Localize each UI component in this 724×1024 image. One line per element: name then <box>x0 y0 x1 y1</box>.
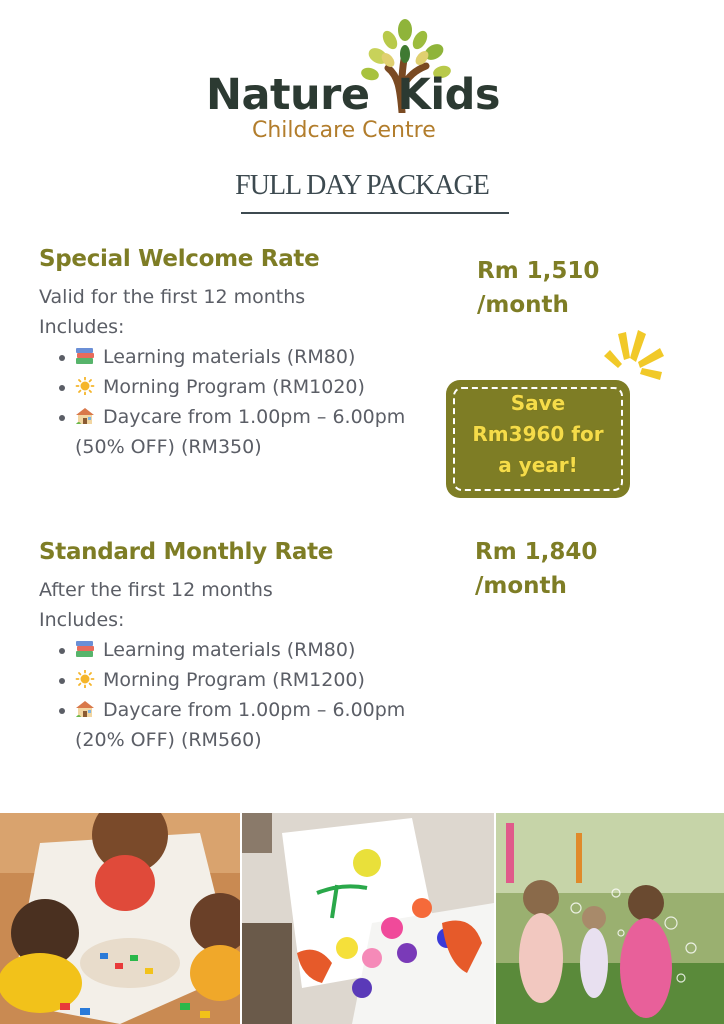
section-title: Standard Monthly Rate <box>39 539 334 565</box>
list-item <box>57 635 429 665</box>
logo-wordmark <box>206 70 500 120</box>
price-period: /month <box>475 573 567 599</box>
books-icon <box>75 347 95 365</box>
includes-label: Includes: <box>39 316 125 338</box>
list-item <box>57 665 429 695</box>
books-icon <box>75 640 95 658</box>
standard-rate-section <box>39 539 429 755</box>
special-rate-price <box>477 254 599 322</box>
price-amount: Rm 1,510 <box>477 258 600 284</box>
photo-hand-painting <box>242 813 494 1024</box>
item-text: Morning Program (RM1200) <box>103 669 365 691</box>
item-text: Learning materials (RM80) <box>103 346 356 368</box>
badge-line-3: a year! <box>498 453 578 477</box>
item-text: Daycare from 1.00pm – 6.00pm (20% OFF) (RM560) <box>75 699 406 751</box>
package-title: FULL DAY PACKAGE <box>235 170 489 201</box>
badge-text <box>446 388 630 481</box>
item-text: Learning materials (RM80) <box>103 639 356 661</box>
photo-kids-blowing-bubbles <box>496 813 724 1024</box>
section-title: Special Welcome Rate <box>39 246 320 272</box>
logo <box>200 18 520 148</box>
item-text: Daycare from 1.00pm – 6.00pm (50% OFF) (RM350) <box>75 406 406 458</box>
photo-kids-playing-blocks <box>0 813 240 1024</box>
sun-icon <box>75 670 95 688</box>
list-item <box>57 695 429 755</box>
title-divider <box>241 212 509 214</box>
item-text: Morning Program (RM1020) <box>103 376 365 398</box>
includes-list <box>57 342 429 462</box>
includes-list <box>57 635 429 755</box>
price-amount: Rm 1,840 <box>475 539 598 565</box>
logo-name-part1: Nature <box>206 70 370 120</box>
logo-name-part2: Kids <box>397 70 500 120</box>
special-rate-section <box>39 246 429 462</box>
house-icon <box>75 700 95 718</box>
price-period: /month <box>477 292 569 318</box>
section-validity: Valid for the first 12 months <box>39 286 306 308</box>
list-item <box>57 372 429 402</box>
badge-line-1: Save <box>510 391 566 415</box>
savings-badge <box>446 380 630 498</box>
badge-line-2: Rm3960 for <box>472 422 604 446</box>
sun-icon <box>75 377 95 395</box>
logo-subtitle: Childcare Centre <box>252 118 436 143</box>
house-icon <box>75 407 95 425</box>
list-item <box>57 342 429 372</box>
list-item <box>57 402 429 462</box>
standard-rate-price <box>475 535 597 603</box>
includes-label: Includes: <box>39 609 125 631</box>
section-validity: After the first 12 months <box>39 579 273 601</box>
